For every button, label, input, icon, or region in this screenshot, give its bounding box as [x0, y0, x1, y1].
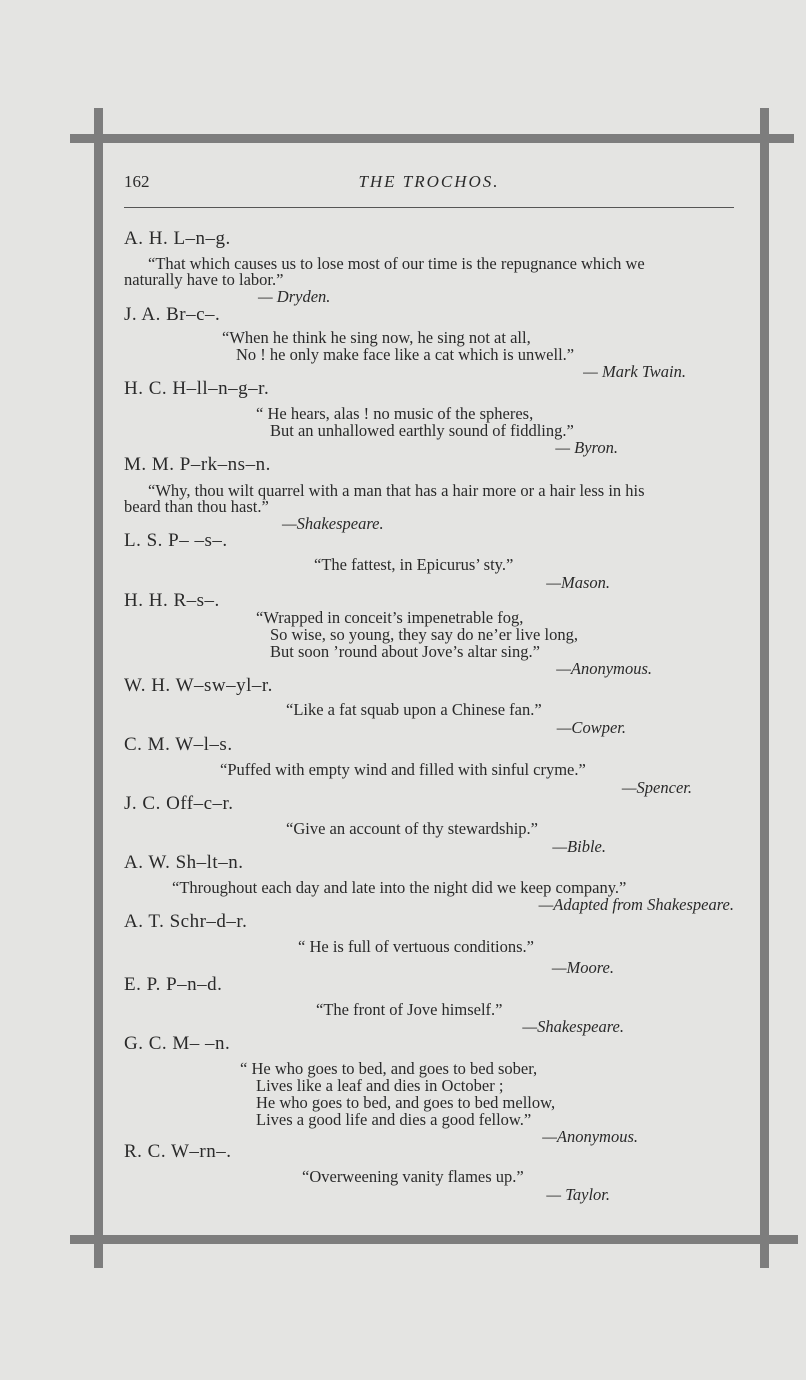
- frame-left-rule: [94, 108, 103, 1268]
- quote-line: “Like a fat squab upon a Chinese fan.”: [286, 700, 542, 719]
- entry-name: E. P. P–n–d.: [124, 974, 223, 995]
- attribution: —Anonymous.: [542, 1127, 638, 1146]
- attribution: — Dryden.: [258, 287, 331, 306]
- quote-line: “ He hears, alas ! no music of the spheres,: [256, 404, 534, 423]
- quote-line: No ! he only make face like a cat which is unwell.”: [236, 345, 575, 364]
- entry-name: L. S. P– –s–.: [124, 530, 228, 551]
- running-title: THE TROCHOS.: [358, 172, 500, 191]
- entry-name: H. C. H–ll–n–g–r.: [124, 378, 270, 399]
- entry-name: J. A. Br–c–.: [124, 304, 221, 325]
- quote-line: “Puffed with empty wind and filled with sinful cryme.”: [220, 760, 586, 779]
- attribution: —Mason.: [546, 573, 610, 592]
- quote-line: “Give an account of thy stewardship.”: [286, 819, 538, 838]
- entry-name: H. H. R–s–.: [124, 590, 220, 611]
- frame-bottom-rule: [70, 1235, 798, 1244]
- quote-line: “The fattest, in Epicurus’ sty.”: [314, 555, 514, 574]
- quote-line: “Overweening vanity flames up.”: [302, 1167, 524, 1186]
- quote-line: “ He is full of vertuous conditions.”: [298, 937, 534, 956]
- entry-name: A. T. Schr–d–r.: [124, 911, 248, 932]
- attribution: — Mark Twain.: [583, 362, 686, 381]
- entry-name: G. C. M– –n.: [124, 1033, 231, 1054]
- quote-line: But soon ’round about Jove’s altar sing.”: [270, 642, 540, 661]
- attribution: —Moore.: [551, 958, 614, 977]
- attribution: —Anonymous.: [556, 659, 652, 678]
- header-divider: [124, 207, 734, 208]
- page-number: 162: [124, 172, 150, 191]
- quote-line: “The front of Jove himself.”: [316, 1000, 503, 1019]
- entry-name: A. H. L–n–g.: [124, 228, 231, 249]
- attribution: —Cowper.: [556, 718, 626, 737]
- entry-name: C. M. W–l–s.: [124, 734, 233, 755]
- quote-line: Lives a good life and dies a good fellow.”: [256, 1110, 532, 1129]
- quote-line: “Why, thou wilt quarrel with a man that has a hair more or a hair less in his: [148, 481, 645, 500]
- entry-name: A. W. Sh–lt–n.: [124, 852, 244, 873]
- attribution: —Shakespeare.: [522, 1017, 624, 1036]
- quote-line: “When he think he sing now, he sing not at all,: [222, 328, 531, 347]
- attribution: —Adapted from Shakespeare.: [538, 895, 734, 914]
- quote-line: “Throughout each day and late into the night did we keep company.”: [172, 878, 627, 897]
- entry-name: J. C. Off–c–r.: [124, 793, 234, 814]
- quote-line: He who goes to bed, and goes to bed mellow,: [256, 1093, 556, 1112]
- quote-line: “That which causes us to lose most of our time is the repugnance which we: [148, 254, 645, 273]
- attribution: — Taylor.: [546, 1185, 610, 1204]
- entry-name: R. C. W–rn–.: [124, 1141, 232, 1162]
- quote-line: “ He who goes to bed, and goes to bed sober,: [240, 1059, 538, 1078]
- entry-name: M. M. P–rk–ns–n.: [124, 454, 271, 475]
- frame-top-rule: [70, 134, 794, 143]
- quote-line: “Wrapped in conceit’s impenetrable fog,: [256, 608, 524, 627]
- attribution: — Byron.: [555, 438, 618, 457]
- quote-line: beard than thou hast.”: [124, 497, 269, 516]
- quote-line: But an unhallowed earthly sound of fiddling.”: [270, 421, 574, 440]
- attribution: —Spencer.: [621, 778, 692, 797]
- attribution: —Bible.: [552, 837, 606, 856]
- frame-right-rule: [760, 108, 769, 1268]
- page-header: [124, 172, 734, 196]
- attribution: —Shakespeare.: [282, 514, 384, 533]
- quote-line: naturally have to labor.”: [124, 270, 284, 289]
- entry-name: W. H. W–sw–yl–r.: [124, 675, 273, 696]
- quote-line: So wise, so young, they say do ne’er live long,: [270, 625, 578, 644]
- quote-line: Lives like a leaf and dies in October ;: [256, 1076, 504, 1095]
